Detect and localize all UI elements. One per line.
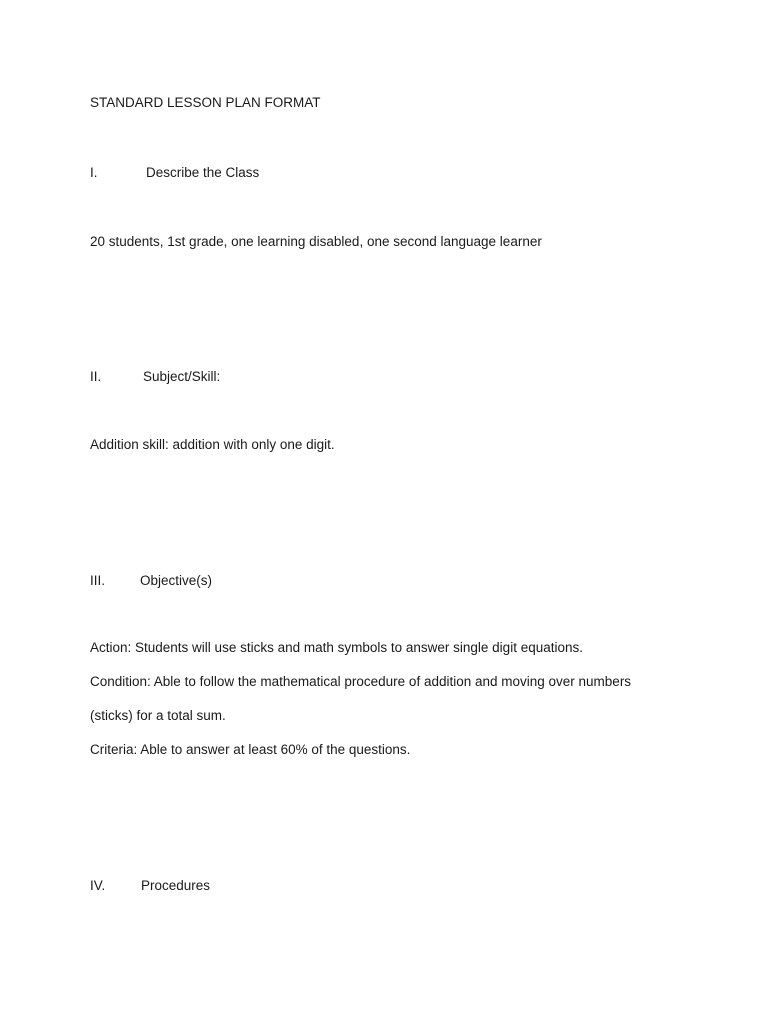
- section-3-text-line-1: Action: Students will use sticks and math symbols to answer single digit equations.: [90, 640, 583, 655]
- section-heading-2: [90, 368, 221, 385]
- section-3-text-line-2: Condition: Able to follow the mathematical procedure of addition and moving over numbers: [90, 674, 632, 689]
- section-heading-3: [90, 572, 213, 589]
- section-title-4: Procedures: [141, 878, 211, 893]
- section-1-text-line-1: 20 students, 1st grade, one learning disabled, one second language learner: [90, 234, 542, 249]
- section-title-3: Objective(s): [140, 573, 213, 588]
- section-heading-4: [90, 877, 211, 894]
- section-3-text-line-4: Criteria: Able to answer at least 60% of the questions.: [90, 742, 411, 757]
- section-title-2: Subject/Skill:: [143, 369, 221, 384]
- section-2-text-line-1: Addition skill: addition with only one digit.: [90, 437, 335, 452]
- document-title: STANDARD LESSON PLAN FORMAT: [90, 95, 321, 110]
- section-heading-1: [90, 164, 260, 181]
- section-title-1: Describe the Class: [146, 165, 260, 180]
- section-numeral-2: II.: [90, 369, 102, 384]
- section-numeral-4: IV.: [90, 878, 106, 893]
- section-numeral-3: III.: [90, 573, 106, 588]
- section-numeral-1: I.: [90, 165, 98, 180]
- section-3-text-line-3: (sticks) for a total sum.: [90, 708, 226, 723]
